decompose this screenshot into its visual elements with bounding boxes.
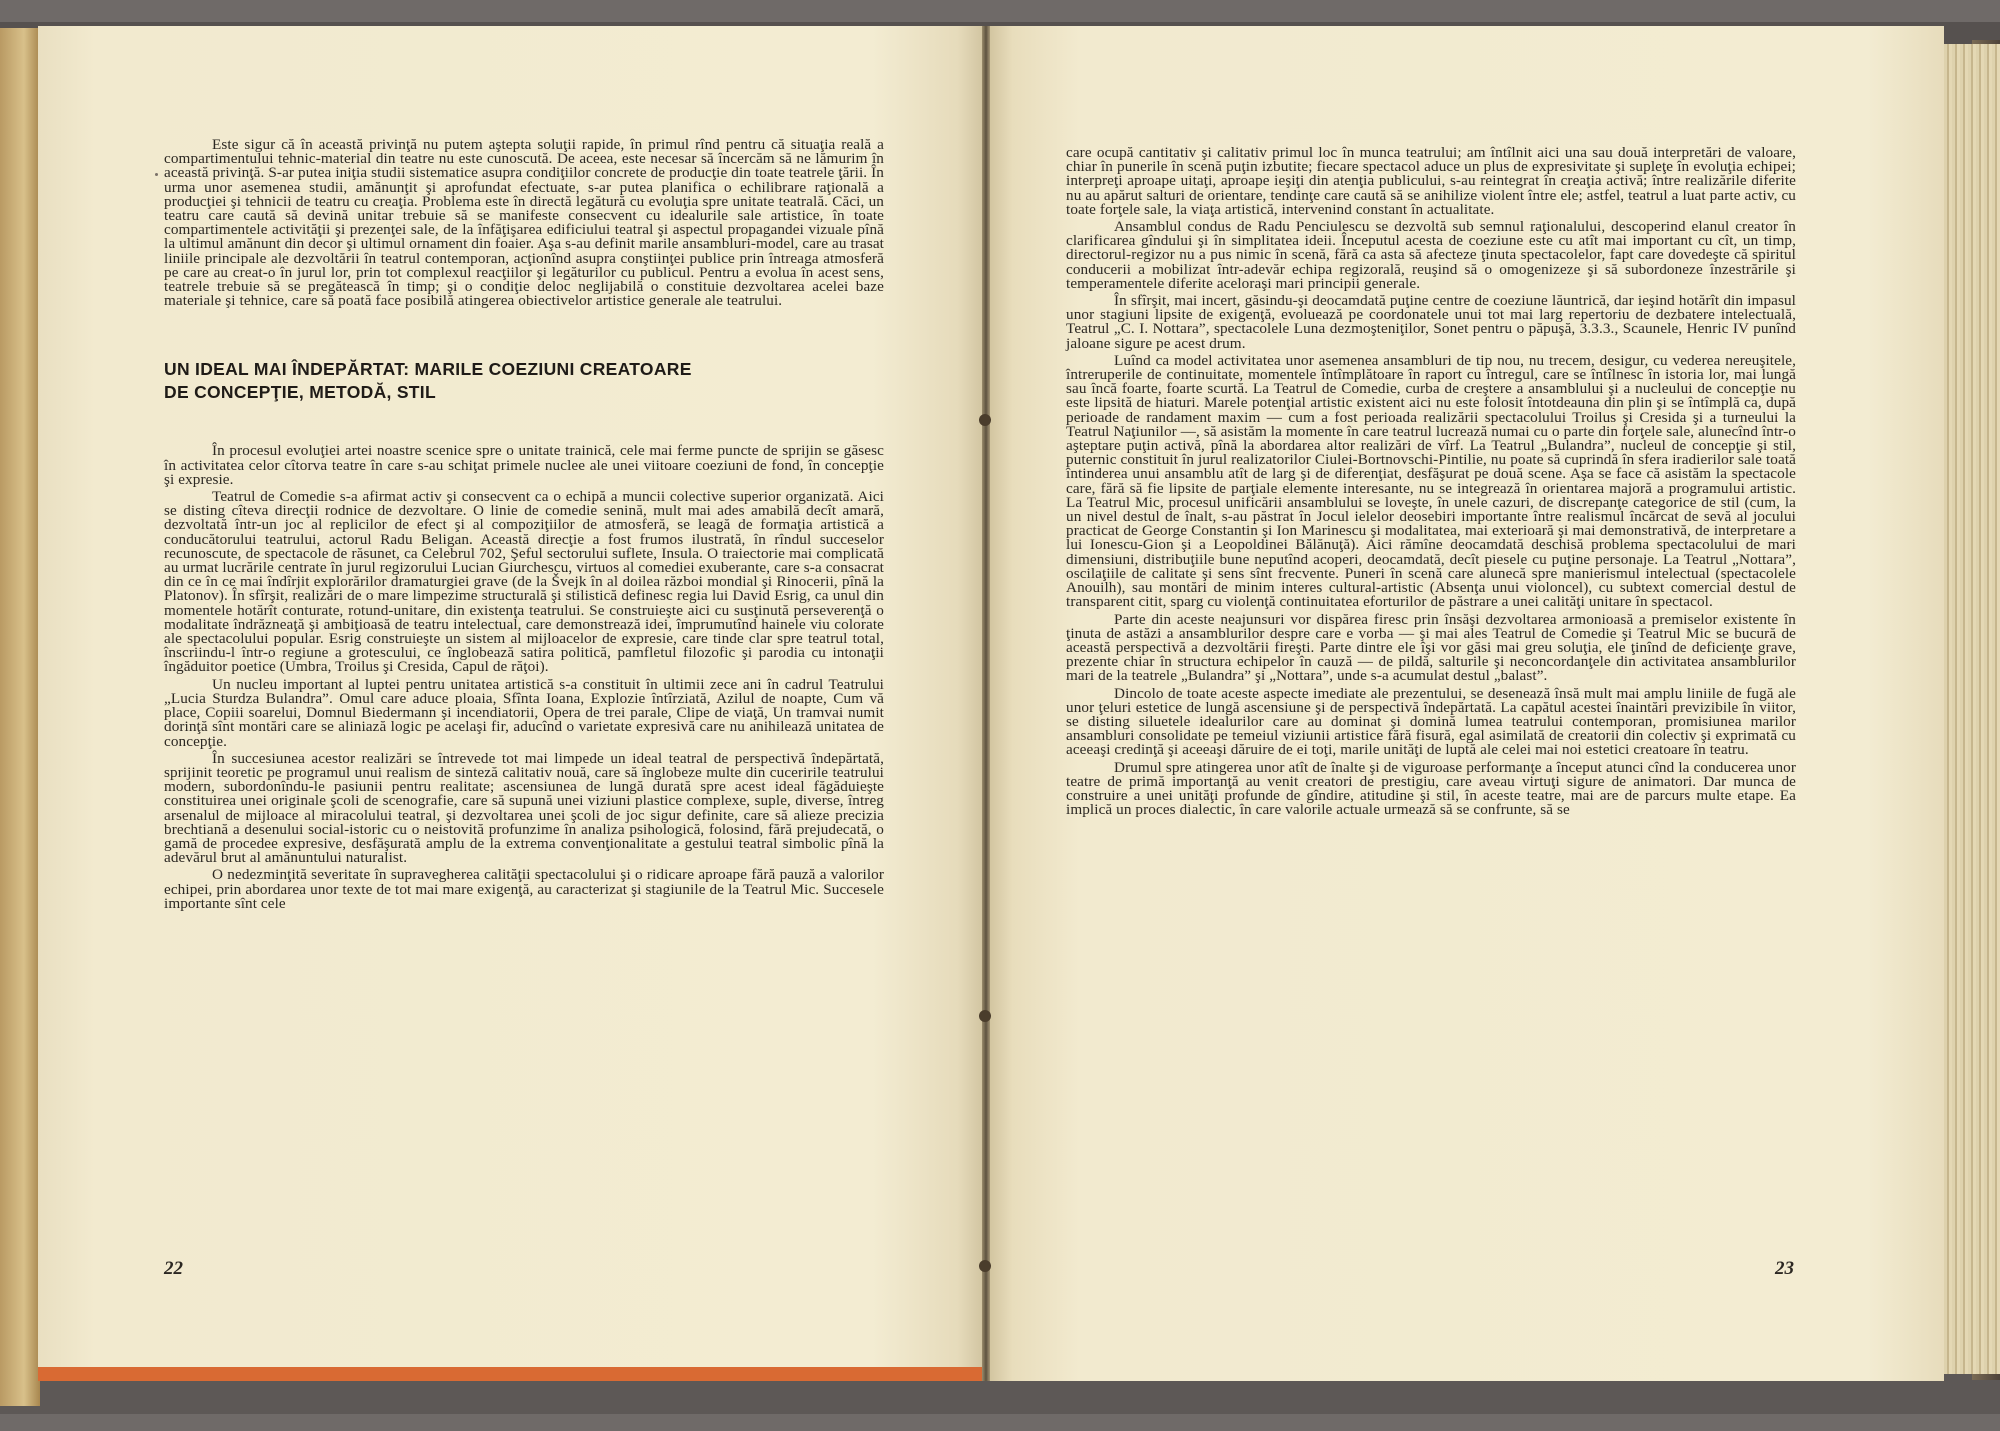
body-paragraph: care ocupă cantitativ şi calitativ primul loc în munca teatrului; am întîlnit aici una sau două interpretări de valoare, chiar în punerile în scenă puţin izbutite; fiecare spectacol aduce un plus de expresivitate şi supleţe în evoluţia echipei; interpreţi aproape uitaţi, aproape ieşiţi din atenţia publicului, s-au reintegrat în creaţia activă; între realizările diferite nu au apărut salturi de orientare, tendinţe care caută să se anihilize violent între ele; astfel, teatrul a luat parte activ, cu toate forţele sale, la viaţa artistică, intervenind constant în actualitate. (1066, 144, 1796, 218)
body-paragraph: În succesiunea acestor realizări se întrevede tot mai limpede un ideal teatral de perspectivă îndepărtată, sprijinit teoretic pe programul unui realism de sinteză calitativ nouă, care să înglobeze multe din cuceririle teatrului modern, subordonîndu-le pasiunii pentru realitate; ascensiunea de lungă durată spre acest ideal făgăduieşte constituirea unei originale şcoli de scenografie, care să supună unei viziuni plastice complexe, suple, diverse, întreg arsenalul de mijloace al miracolului teatral, şi dezvoltarea unei şcoli de joc sigur definite, care să alieze precizia brechtiană a desenului social-istoric cu o neistovită profunzime în analiza psihologică, folosind, fără prejudecată, o gamă de procedee expresive, desfăşurată amplu de la extrema convenţionalitate a gestului teatral simbolic pînă la adevărul brut al amănuntului naturalist. (164, 749, 884, 867)
body-paragraph: Dincolo de toate aceste aspecte imediate ale prezentului, se desenează însă mult mai amplu liniile de fugă ale unor ţeluri estetice de lungă ascensiune şi de perspectivă îndepărtată. La capătul acestei înaintări previzibile în viitor, se disting siluetele idealurilor care au dominat şi domină lumea teatrului contemporan, promisiunea marilor ansambluri consolidate pe temeiul viziunii artistice fără fisură, egal asimilată de creatorii din colectiv şi exprimată cu aceeaşi credinţă şi aceeaşi dăruire de ei toţi, marile unităţi de luptă ale celei mai noi estetici creatoare în teatru. (1066, 684, 1796, 759)
book-gutter (982, 26, 990, 1381)
page-number-right: 23 (1775, 1258, 1794, 1279)
binding-stitch (979, 1260, 991, 1272)
body-paragraph: Parte din aceste neajunsuri vor dispărea firesc prin însăşi dezvoltarea armonioasă a premiselor existente în ţinuta de astăzi a ansamblurilor despre care e vorba — şi mai ales Teatrul de Comedie şi Teatrul Mic se bucură de această perspectivă a dezvoltării fireşti. Parte dintre ele îşi vor găsi mai greu soluţia, ele ţinînd de deficienţe grave, prezente chiar în structura echipelor în cauză — de pildă, salturile şi neconcordanţele din activitatea ansamblurilor mari de la teatrele „Bulandra” şi „Nottara”, unde s-a acumulat destul „balast”. (1066, 610, 1796, 685)
body-paragraph: În sfîrşit, mai incert, găsindu-şi deocamdată puţine centre de coeziune lăuntrică, dar ieşind hotărît din impasul unor stagiuni lipsite de exigenţă, evoluează pe coordonatele unui tot mai larg repertoriu de dezbatere intelectuală, Teatrul „C. I. Nottara”, spectacolele Luna dezmoşteniţilor, Sonet pentru o păpuşă, 3.3.3., Scaunele, Henric IV punînd jaloane sigure pe acest drum. (1066, 292, 1796, 352)
left-text-column (164, 138, 884, 914)
body-paragraph: O nedezminţită severitate în supravegherea calităţii spectacolului şi o ridicare aproape fără pauză a valorilor echipei, prin abordarea unor texte de tot mai mare exigenţă, au caracterizat şi stagiunile de la Teatrul Mic. Succesele importante sînt cele (164, 866, 884, 912)
body-paragraph: Teatrul de Comedie s-a afirmat activ şi consecvent ca o echipă a muncii colective superior organizată. Aici se disting cîteva direcţii rodnice de dezvoltare. O linie de comedie senină, mult mai ades amabilă decît amară, dezvoltată într-un joc al replicilor de efect şi al compoziţiilor de atmosferă, se leagă de formaţia artistică a conducătorului teatrului, actorul Radu Beligan. Această direcţie a fost frumos ilustrată, în rîndul succeselor recunoscute, de spectacole de răsunet, ca Celebrul 702, Şeful sectorului suflete, Insula. O traiectorie mai complicată au urmat lucrările centrate în jurul regizorului Lucian Giurchescu, virtuos al comediei exuberante, care s-a consacrat din ce în ce mai îndîrjit explorărilor dramaturgiei grave (de la Švejk în al doilea război mondial şi Rinocerii, pînă la Platonov). În sfîrşit, realizări de o mare limpezime structurală şi stilistică definesc regia lui David Esrig, ca unul din momentele hotărît conturate, rotund-unitare, din existenţa teatrului. Se construieşte aici cu susţinută perseverenţă o modalitate îndrăzneaţă şi ambiţioasă de teatru intelectual, care demonstrează idei, împrumutînd hainele viu colorate ale spectacolului popular. Esrig construieşte un sistem al mijloacelor de expresie, care tinde clar spre teatrul total, înscriindu-l într-o regiune a grotescului, ce înglobează satira politică, pamfletul filozofic şi parodia cu intonaţii îngăduitor poetice (Umbra, Troilus şi Cresida, Capul de răţoi). (164, 488, 884, 676)
binding-stitch (979, 414, 991, 426)
body-paragraph: Ansamblul condus de Radu Penciulescu se dezvoltă sub semnul raţionalului, descoperind elanul creator în clarificarea gîndului şi în simplitatea ideii. Începutul acesta de coeziune este cu atît mai important cu cît, un timp, directorul-regizor nu a pus nimic în scenă, fără ca asta să afecteze ţinuta spectacolelor, fapt care dovedeşte că spiritul conducerii a mobilizat într-adevăr echipa regizorală, reuşind să o omogenizeze şi să subordoneze înzestrările şi temperamentele diferite aceloraşi mari principii generale. (1066, 218, 1796, 292)
book-cover-edge (0, 28, 40, 1406)
page-number-left: 22 (164, 1258, 183, 1279)
body-paragraph: Drumul spre atingerea unor atît de înalte şi de viguroase performanţe a început atunci cînd la conducerea unor teatre de primă importanţă au venit creatori de prestigiu, care aveau virtuţi sigure de animatori. Dar munca de construire a unei unităţi profunde de gîndire, atitudine şi stil, în aceste teatre, mai are de parcurs multe etape. Ea implică un proces dialectic, în care valorile actuale urmează să se confrunte, să se (1066, 758, 1796, 819)
section-heading (164, 358, 884, 404)
intro-paragraph: Este sigur că în această privinţă nu putem aştepta soluţii rapide, în primul rînd pentru că situaţia reală a compartimentului tehnic-material din teatre nu este cunoscută. De aceea, este necesar să încercăm să ne lămurim în această privinţă. S-ar putea iniţia studii sistematice asupra condiţiilor concrete de producţie din toate teatrele ţării. În urma unor asemenea studii, amănunţit şi aprofundat efectuate, s-ar putea planifica o echilibrare raţională a producţiei şi tehnicii de teatru cu creaţia. Problema este în directă legătură cu evoluţia spre unitate teatrală. Căci, un teatru care caută să devină unitar trebuie să se manifeste consecvent cu idealurile sale artistice, în toate compartimentele activităţii şi prezenţei sale, de la înfăţişarea edificiului teatral şi aspectul propagandei vizuale pînă la ultimul amănunt din decor şi ultimul ornament din foaier. Aşa s-au definit marile ansambluri-model, care au trasat liniile principale ale dezvoltării în teatrul contemporan, acţionînd asupra conştiinţei publice prin întreaga atmosferă pe care au creat-o în jurul lor, prin tot complexul reacţiilor şi legăturilor cu publicul. Pentru a evolua în acest sens, teatrele trebuie să se pregătească în timp; şi o condiţie deloc neglijabilă o constituie dezvoltarea acelei baze materiale şi tehnice, care să poată face posibilă atingerea obiectivelor artistice generale ale teatrului. (164, 136, 884, 310)
right-text-column (1066, 146, 1796, 820)
section-heading-line: DE CONCEPŢIE, METODĂ, STIL (164, 382, 436, 403)
page-stack-edge (1944, 44, 2000, 1374)
binding-stitch (979, 1010, 991, 1022)
section-heading-line: UN IDEAL MAI ÎNDEPĂRTAT: MARILE COEZIUNI CREATOARE (164, 359, 692, 380)
body-paragraph: În procesul evoluţiei artei noastre scenice spre o unitate trainică, cele mai ferme puncte de sprijin se găsesc în activitatea celor cîtorva teatre în care s-au schiţat primele nuclee ale unei viitoare coeziuni de fond, în concepţie şi expresie. (164, 442, 884, 488)
body-paragraph: Un nucleu important al luptei pentru unitatea artistică s-a constituit în ultimii zece ani în cadrul Teatrului „Lucia Sturdza Bulandra”. Omul care aduce ploaia, Sfînta Ioana, Explozie întîrziată, Azilul de noapte, Cum vă place, Copiii soarelui, Domnul Biedermann şi incendiatorii, Opera de trei parale, Clipe de viaţă, Un tramvai numit dorinţă sînt montări care se aliniază logic pe acelaşi fir, aducînd o varietate expresivă care nu anihilează unitatea de concepţie. (164, 675, 884, 750)
page-speck (155, 173, 158, 176)
body-paragraph: Luînd ca model activitatea unor asemenea ansambluri de tip nou, nu trecem, desigur, cu vederea nereuşitele, întreruperile de continuitate, momentele întîmplătoare în raport cu întregul, care se întîlnesc în istoria lor, mai lungă sau încă foarte, foarte scurtă. La Teatrul de Comedie, curba de creştere a ansamblului şi a nucleului de concepţie nu este lipsită de hiaturi. Marele potenţial artistic existent aici nu este folosit întotdeauna din plin şi se întîmplă ca, după perioade de randament maxim — cum a fost perioada realizării spectacolului Troilus şi Cresida şi a turneului la Teatrul Naţiunilor —, să asistăm la momente în care teatrul lucrează numai cu o parte din forţele sale, alunecînd într-o aşteptare puţin activă, pînă la abordarea altor realizări de vîrf. La Teatrul „Bulandra”, nucleul de concepţie şi stil, puternic constituit în jurul realizatorilor Ciulei-Bortnovschi-Pintilie, nu poate să cuprindă în sfera iradierilor sale toată întinderea unui ansamblu atît de larg şi de diferenţiat, desfăşurat pe două scene. Aşa se face că asistăm la spectacole care, fără să fie lipsite de parţiale elemente interesante, nu se integrează în orientarea majoră a programului artistic. La Teatrul Mic, procesul unificării ansamblului se loveşte, în unele cazuri, de discrepanţe categorice de stil (cum, la un nivel destul de înalt, s-au păstrat în Jocul ielelor deosebiri importante între realismul încărcat de sevă al jocului practicat de George Constantin şi Ion Marinescu şi modalitatea, mai exterioară şi mai demonstrativă, de interpretare a lui Ionescu-Gion şi a Leopoldinei Bălănuţă). Aici rămîne deocamdată deschisă problema spectacolului de mari dimensiuni, distribuţiile bune neputînd acoperi, deocamdată, decît piesele cu puţine personaje. La Teatrul „Nottara”, oscilaţiile de calitate şi sens sînt frecvente. Puneri în scenă care alunecă spre manierismul intelectual (spectacolele Anouilh), sau montări de minim interes cultural-artistic (Absenţa unui violoncel), cu subtext comercial destul de transparent citit, sparg cu violenţă continuitatea eforturilor de păstrare a unei calităţi unitare în spectacol. (1066, 351, 1796, 611)
